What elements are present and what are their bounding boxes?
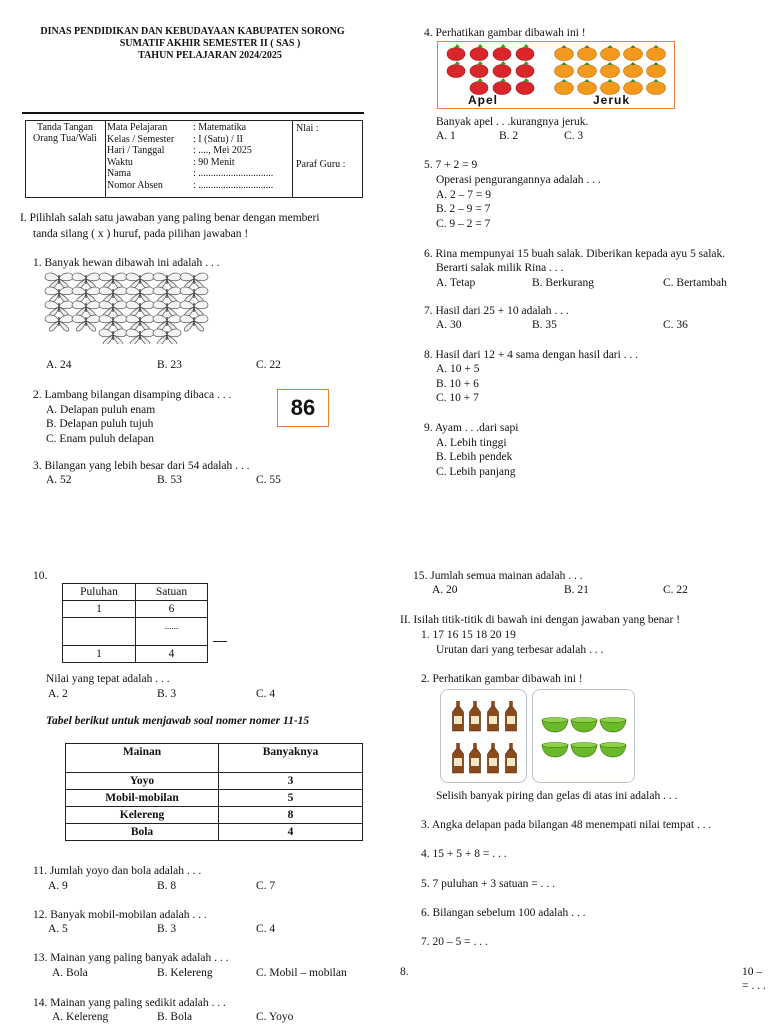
label-absen: Nomor Absen [107, 179, 163, 191]
toy-count: 5 [219, 790, 363, 807]
q2-option-a[interactable]: A. Delapan puluh enam [46, 404, 156, 416]
q8-text: 8. Hasil dari 12 + 4 sama dengan hasil dari . . . [424, 349, 639, 361]
apple [470, 61, 488, 78]
table-caption: Tabel berikut untuk menjawab soal nomer nomer 11-15 [46, 715, 310, 727]
q10-stem: Nilai yang tepat adalah . . . [46, 673, 170, 685]
q13-option-a[interactable]: A. Bola [52, 967, 88, 979]
q7-text: 7. Hasil dari 25 + 10 adalah . . . [424, 305, 569, 317]
essay8-expression: 10 – [742, 966, 763, 978]
q1-option-c[interactable]: C. 22 [256, 359, 281, 371]
orange [555, 62, 574, 78]
section2-title: II. Isilah titik-titik di bawah ini dengan jawaban yang benar ! [400, 614, 681, 626]
essay1-stem[interactable]: Urutan dari yang terbesar adalah . . . [436, 644, 604, 656]
cell-satuan-1: 6 [136, 601, 208, 618]
value-absen[interactable]: : .............................. [193, 179, 274, 191]
essay8-answer[interactable]: = . . . [742, 980, 766, 992]
q11-option-c[interactable]: C. 7 [256, 880, 276, 892]
q2-option-b[interactable]: B. Delapan puluh tujuh [46, 418, 154, 430]
butterfly [126, 329, 154, 344]
essay2-stem[interactable]: Selisih banyak piring dan gelas di atas ini adalah . . . [436, 790, 678, 802]
q11-option-b[interactable]: B. 8 [157, 880, 177, 892]
q1-text: 1. Banyak hewan dibawah ini adalah . . . [33, 257, 220, 269]
essay8-number: 8. [400, 966, 409, 978]
q8-option-c[interactable]: C. 10 + 7 [436, 392, 479, 404]
value-name[interactable]: : .............................. [193, 168, 274, 179]
q14-text: 14. Mainan yang paling sedikit adalah . . . [33, 997, 226, 1009]
q12-option-b[interactable]: B. 3 [157, 923, 177, 935]
toy-name: Mobil-mobilan [66, 790, 219, 807]
apple [516, 44, 534, 61]
q12-option-a[interactable]: A. 5 [48, 923, 68, 935]
bottle [488, 701, 499, 731]
q1-option-a[interactable]: A. 24 [46, 359, 72, 371]
apple [516, 78, 534, 95]
q6-option-c[interactable]: C. Bertambah [663, 277, 727, 289]
q10-number: 10. [33, 570, 48, 582]
place-value-table [62, 583, 208, 663]
apple [493, 61, 511, 78]
apple [447, 61, 465, 78]
cell-puluhan-1: 1 [63, 601, 136, 618]
bottle [453, 701, 464, 731]
q8-option-a[interactable]: A. 10 + 5 [436, 363, 480, 375]
bottle [453, 743, 464, 773]
q3-option-b[interactable]: B. 53 [157, 474, 182, 486]
value-subject: : Matematika [193, 122, 247, 133]
value-time: : 90 Menit [193, 156, 235, 168]
apple [516, 61, 534, 78]
q7-option-b[interactable]: B. 35 [532, 319, 557, 331]
essay2-text: 2. Perhatikan gambar dibawah ini ! [421, 673, 583, 685]
orange [624, 45, 643, 61]
q12-option-c[interactable]: C. 4 [256, 923, 276, 935]
identity-box [25, 120, 363, 198]
q14-option-c[interactable]: C. Yoyo [256, 1011, 294, 1023]
q2-text: 2. Lambang bilangan disamping dibaca . . . [33, 389, 232, 401]
cell-puluhan-3: 1 [63, 646, 136, 663]
bottle [488, 743, 499, 773]
orange [647, 45, 666, 61]
essay1-numbers: 1. 17 16 15 18 20 19 [421, 629, 516, 641]
value-date: : ...., Mei 2025 [193, 145, 252, 156]
q7-option-a[interactable]: A. 30 [436, 319, 462, 331]
butterfly [45, 315, 73, 331]
q4-option-b[interactable]: B. 2 [499, 130, 519, 142]
fruit-image [437, 41, 675, 109]
q11-option-a[interactable]: A. 9 [48, 880, 68, 892]
q3-option-c[interactable]: C. 55 [256, 474, 281, 486]
bowl [542, 718, 568, 733]
bottle [470, 743, 481, 773]
q13-text: 13. Mainan yang paling banyak adalah . . . [33, 952, 229, 964]
q6-option-a[interactable]: A. Tetap [436, 277, 476, 289]
nilai-label: Nlai : [296, 123, 319, 134]
cell-satuan-3: 4 [136, 646, 208, 663]
q15-option-b[interactable]: B. 21 [564, 584, 589, 596]
header-puluhan: Puluhan [63, 584, 136, 601]
label-subject: Mata Pelajaran [107, 122, 168, 133]
orange [601, 62, 620, 78]
butterfly [153, 329, 181, 344]
q11-text: 11. Jumlah yoyo dan bola adalah . . . [33, 865, 202, 877]
toy-count: 3 [219, 773, 363, 790]
butterfly [180, 315, 208, 331]
value-class: : I (Satu) / II [193, 133, 243, 145]
butterflies-image [44, 270, 216, 344]
label-time: Waktu [107, 156, 133, 168]
bowls-panel [532, 689, 635, 783]
q9-text: 9. Ayam . . .dari sapi [424, 422, 519, 434]
q9-option-a[interactable]: A. Lebih tinggi [436, 437, 507, 449]
label-date: Hari / Tanggal [107, 145, 165, 156]
orange [647, 79, 666, 95]
orange [555, 45, 574, 61]
section1-instruction-2: tanda silang ( x ) huruf, pada pilihan jawaban ! [33, 228, 249, 240]
label-class: Kelas / Semester [107, 133, 175, 145]
essay6-text[interactable]: 6. Bilangan sebelum 100 adalah . . . [421, 907, 586, 919]
section1-instruction-1: I. Pilihlah salah satu jawaban yang paling benar dengan memberi [20, 212, 320, 224]
bowl [600, 743, 626, 758]
bottle [506, 743, 517, 773]
orange [601, 45, 620, 61]
q10-option-b[interactable]: B. 3 [157, 688, 177, 700]
bowl [571, 718, 597, 733]
header-line-1: DINAS PENDIDIKAN DAN KEBUDAYAAN KABUPATEN SORONG [40, 26, 345, 37]
q6-text: 6. Rina mempunyai 15 buah salak. Diberikan kepada ayu 5 salak. [424, 248, 726, 260]
q14-option-a[interactable]: A. Kelereng [52, 1011, 109, 1023]
q4-text: 4. Perhatikan gambar dibawah ini ! [424, 27, 586, 39]
bowl [600, 718, 626, 733]
essay4-text[interactable]: 4. 15 + 5 + 8 = . . . [421, 848, 507, 860]
q15-option-c[interactable]: C. 22 [663, 584, 688, 596]
bowl [571, 743, 597, 758]
q15-option-a[interactable]: A. 20 [432, 584, 458, 596]
q5-stem: Operasi pengurangannya adalah . . . [436, 174, 601, 186]
info-values [193, 122, 273, 191]
q5-text: 5. 7 + 2 = 9 [424, 159, 478, 171]
bottle [470, 701, 481, 731]
header-rule [22, 112, 364, 114]
orange [555, 79, 574, 95]
header-banyaknya: Banyaknya [219, 744, 363, 773]
q3-text: 3. Bilangan yang lebih besar dari 54 adalah . . . [33, 460, 250, 472]
label-name: Nama [107, 168, 131, 179]
q6-option-b[interactable]: B. Berkurang [532, 277, 594, 289]
apple [470, 44, 488, 61]
q4-option-c[interactable]: C. 3 [564, 130, 584, 142]
q7-option-c[interactable]: C. 36 [663, 319, 688, 331]
apple [447, 44, 465, 61]
header-satuan: Satuan [136, 584, 208, 601]
q14-option-b[interactable]: B. Bola [157, 1011, 193, 1023]
orange [624, 62, 643, 78]
toy-count: 8 [219, 807, 363, 824]
q9-option-c[interactable]: C. Lebih panjang [436, 466, 516, 478]
label-jeruk: Jeruk [593, 93, 631, 107]
orange [647, 62, 666, 78]
toys-table [65, 743, 363, 841]
bottles-panel [440, 689, 527, 783]
q3-option-a[interactable]: A. 52 [46, 474, 72, 486]
essay5-text[interactable]: 5. 7 puluhan + 3 satuan = . . . [421, 878, 556, 890]
paraf-label: Paraf Guru : [296, 159, 346, 170]
cell-satuan-2[interactable]: ...... [136, 618, 208, 646]
butterfly [99, 329, 127, 344]
q5-option-b[interactable]: B. 2 – 9 = 7 [436, 203, 491, 215]
info-labels [107, 122, 174, 191]
essay7-text[interactable]: 7. 20 – 5 = . . . [421, 936, 488, 948]
header-line-2: SUMATIF AKHIR SEMESTER II ( SAS ) [119, 38, 301, 49]
q13-option-c[interactable]: C. Mobil – mobilan [256, 967, 347, 979]
q5-option-a[interactable]: A. 2 – 7 = 9 [436, 189, 492, 201]
q8-option-b[interactable]: B. 10 + 6 [436, 378, 479, 390]
essay3-text[interactable]: 3. Angka delapan pada bilangan 48 menempati nilai tempat . . . [421, 819, 712, 831]
q4-option-a[interactable]: A. 1 [436, 130, 456, 142]
orange [578, 45, 597, 61]
q9-option-b[interactable]: B. Lebih pendek [436, 451, 513, 463]
q4-stem: Banyak apel . . .kurangnya jeruk. [436, 116, 589, 128]
cell-puluhan-2[interactable] [63, 618, 136, 646]
toy-name: Kelereng [66, 807, 219, 824]
label-apel: Apel [468, 93, 499, 107]
toy-name: Bola [66, 824, 219, 841]
q5-option-c[interactable]: C. 9 – 2 = 7 [436, 218, 491, 230]
q13-option-b[interactable]: B. Kelereng [157, 967, 213, 979]
minus-sign [213, 641, 227, 642]
toy-count: 4 [219, 824, 363, 841]
apple [493, 44, 511, 61]
orange [578, 62, 597, 78]
q10-option-c[interactable]: C. 4 [256, 688, 276, 700]
toy-name: Yoyo [66, 773, 219, 790]
bowl [542, 743, 568, 758]
q12-text: 12. Banyak mobil-mobilan adalah . . . [33, 909, 207, 921]
q10-option-a[interactable]: A. 2 [48, 688, 68, 700]
bottle [506, 701, 517, 731]
sign-label-2: Orang Tua/Wali [33, 133, 97, 144]
header-mainan: Mainan [66, 744, 219, 773]
sign-label-1: Tanda Tangan [37, 122, 93, 133]
q6-stem: Berarti salak milik Rina . . . [436, 262, 564, 274]
number-box: 86 [277, 389, 329, 427]
q1-option-b[interactable]: B. 23 [157, 359, 182, 371]
q15-text: 15. Jumlah semua mainan adalah . . . [413, 570, 583, 582]
header-line-3: TAHUN PELAJARAN 2024/2025 [138, 50, 282, 61]
butterfly [72, 315, 100, 331]
q2-option-c[interactable]: C. Enam puluh delapan [46, 433, 154, 445]
